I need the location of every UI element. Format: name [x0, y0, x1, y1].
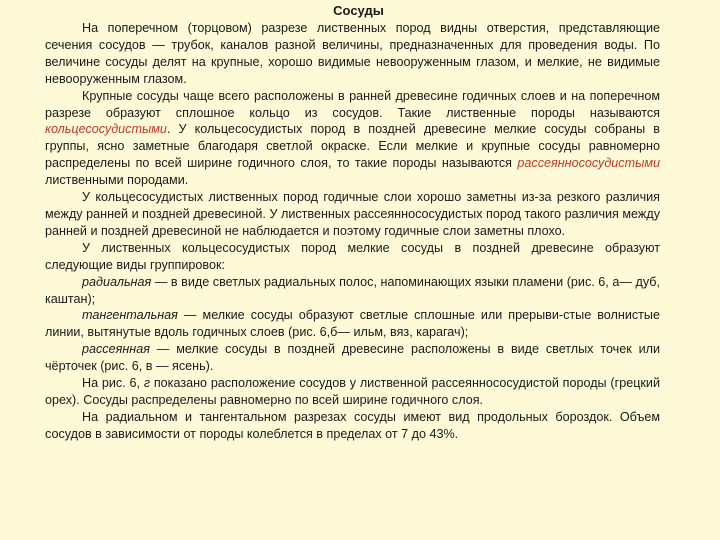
paragraph-text: . У кольцесосудистых пород в поздней древесине мелкие сосуды собраны в группы, ясно заметные благодаря светлой окраске. Если мелкие и крупные сосуды равномерно распределены по всей ширине годичного слоя, то такие породы называются	[45, 122, 660, 171]
term-diffuse-porous: рассеяннососудистыми	[517, 156, 660, 171]
paragraph-text: показано расположение сосудов у лиственной рассеяннососудистой породы (грецкий орех). Сосуды распределены равномерно по всей ширине годичного слоя.	[45, 376, 660, 407]
paragraph-groupings-intro	[45, 240, 660, 274]
paragraph-intro	[45, 20, 660, 88]
paragraph-large-vessels	[45, 88, 660, 189]
paragraph-text: На радиальном и тангентальном разрезах сосуды имеют вид продольных бороздок. Объем сосудов в зависимости от породы колеблется в пределах от 7 до 43%.	[45, 409, 660, 441]
paragraph-text: — в виде светлых радиальных полос, напоминающих языки пламени (рис. 6, а— дуб, каштан);	[45, 274, 660, 306]
paragraph-tangential	[45, 307, 660, 341]
paragraph-text: лиственными породами.	[45, 173, 189, 188]
paragraph-text: На поперечном (торцовом) разрезе лиственных пород видны отверстия, представляющие сечения сосудов — трубок, каналов разной величины, предназначенных для проведения воды. По величине сосуды делят на крупные, хорошо видимые невооруженным глазом, и мелкие, не видимые невооруженным глазом.	[45, 21, 660, 86]
paragraph-text: — мелкие сосуды в поздней древесине расположены в виде светлых точек или чёрточек (рис. 6, в — ясень).	[45, 342, 660, 374]
paragraph-annual-rings	[45, 189, 660, 240]
paragraph-text: — мелкие сосуды образуют светлые сплошные или прерыви-стые волнистые линии, вытянутые вдоль годичных слоев (рис. 6,б— ильм, вяз, карагач);	[45, 308, 660, 340]
term-tangential: тангентальная	[82, 308, 178, 323]
paragraph-radial	[45, 274, 660, 308]
document-title: Сосуды	[333, 3, 384, 18]
figure-letter: г	[143, 376, 151, 391]
paragraph-scattered	[45, 341, 660, 375]
term-scattered: рассеянная	[82, 342, 150, 357]
paragraph-text: На рис. 6,	[82, 376, 144, 391]
paragraph-walnut	[45, 375, 660, 409]
term-ring-porous: кольцесосудистыми	[45, 122, 167, 137]
paragraph-text: Крупные сосуды чаще всего расположены в ранней древесине годичных слоев и на поперечном разрезе образуют сплошное кольцо из сосудов. Такие лиственные породы называются	[45, 88, 660, 120]
term-radial: радиальная	[82, 274, 152, 289]
paragraph-text: У лиственных кольцесосудистых пород мелкие сосуды в поздней древесине образуют следующие виды группировок:	[45, 240, 660, 272]
paragraph-text: У кольцесосудистых лиственных пород годичные слои хорошо заметны из-за резкого различия между ранней и поздней древесиной. У лиственных рассеяннососудистых пород такого различия между ранней и поздней древесиной не наблюдается и поэтому годичные слои заметны плохо.	[45, 190, 660, 238]
paragraph-volume	[45, 409, 660, 443]
